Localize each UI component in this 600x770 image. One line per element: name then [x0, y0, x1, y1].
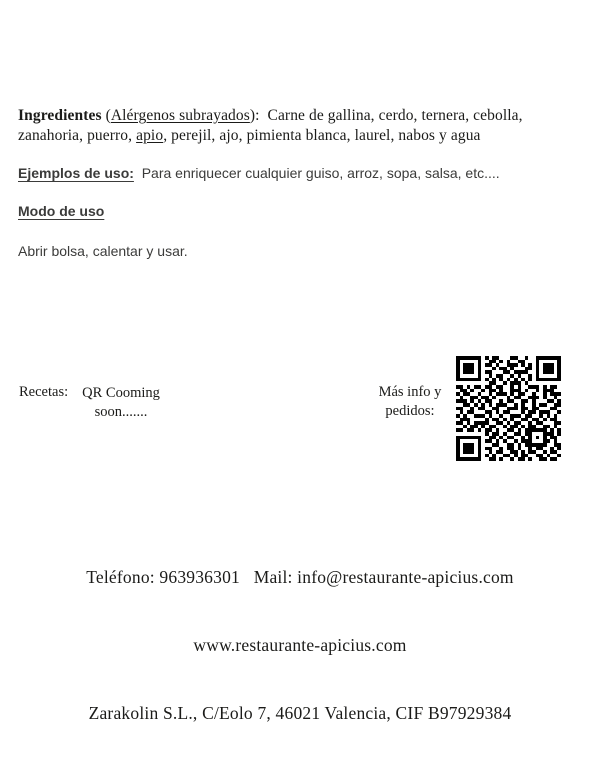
recipes-note-line1: QR Cooming — [82, 385, 160, 401]
usage-examples-paragraph — [18, 164, 578, 182]
more-info-line2: pedidos: — [385, 402, 435, 419]
ingredients-label: Ingredientes — [18, 107, 102, 124]
footer-website: www.restaurante-apicius.com — [193, 634, 407, 655]
usage-examples-label: Ejemplos de uso: — [18, 165, 134, 181]
ingredients-paren-close: ): — [249, 107, 268, 124]
usage-instructions-text: Abrir bolsa, calentar y usar. — [18, 243, 188, 259]
allergens-underlined-note: Alérgenos subrayados — [110, 107, 250, 124]
more-info-line1: Más info y — [378, 384, 442, 400]
allergen-celery: apio — [136, 126, 164, 144]
usage-examples-text: Para enriquecer cualquier guiso, arroz, sopa, salsa, etc.... — [133, 165, 500, 181]
usage-mode-heading: Modo de uso — [18, 203, 105, 219]
footer-phone-mail: Teléfono: 963936301 Mail: info@restaurante-apicius.com — [86, 567, 514, 588]
ingredients-paragraph — [18, 106, 584, 145]
footer-company-address: Zarakolin S.L., C/Eolo 7, 46021 Valencia, CIF B97929384 — [88, 702, 512, 723]
more-info-label — [366, 383, 454, 420]
recipes-qr-note — [70, 384, 172, 421]
ingredients-list-part2: , perejil, ajo, pimienta blanca, laurel, nabos y agua — [163, 126, 481, 144]
footer-contact-block — [0, 521, 600, 770]
ingredients-paren-open: ( — [101, 107, 111, 124]
ingredients-list-part1: Carne de gallina, cerdo, ternera, cebolla, zanahoria, puerro, — [18, 107, 527, 144]
recipes-note-line2: soon....... — [94, 403, 148, 420]
recipes-label: Recetas: — [19, 384, 69, 400]
qr-code — [456, 356, 561, 461]
